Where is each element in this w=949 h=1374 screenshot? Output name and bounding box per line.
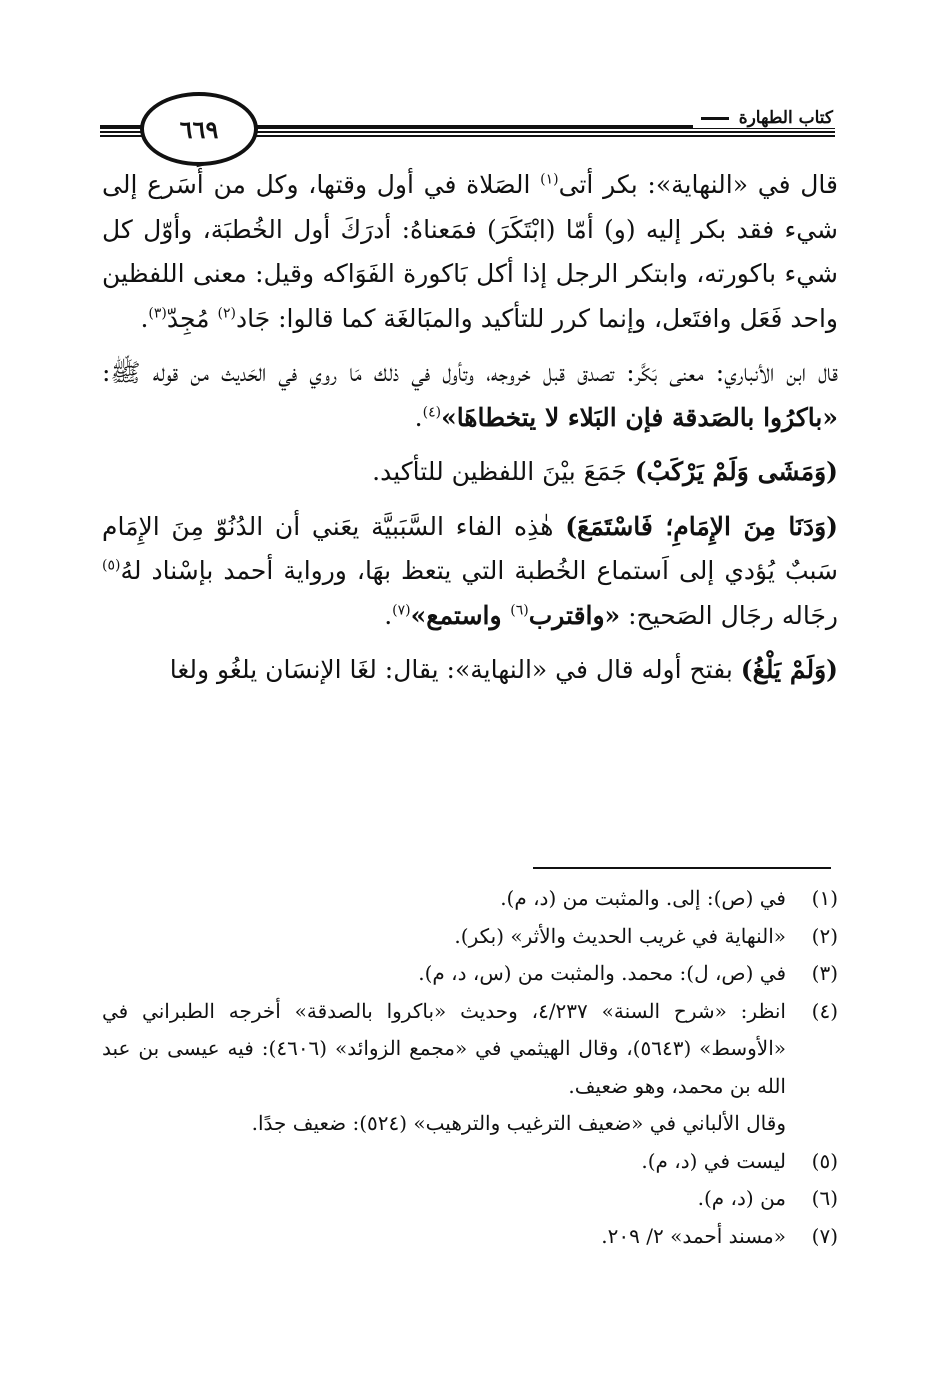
text-run: رجَاله رجَال الصَحيح: bbox=[620, 600, 838, 630]
footnote-number: (١) bbox=[811, 886, 838, 910]
footnote bbox=[102, 1180, 838, 1218]
footnote-text: من (د، م). bbox=[697, 1186, 786, 1210]
text-run: الصَلاة في أول وقتها، وكل من أَسَرع إلى شيء فقد بكر إليه (و) أمّا (ابْتَكَرَ) فمَعناهُ: أدرَكَ أول الخُطبَة، وأوّل كل شيء باكورته، وابتكر الرجل إذا أكل بَاكورة الفَوَاكه وقيل: معنى اللفظين واحد فَعَل وافتَعل، وإنما كرر للتأكيد والمبَالغَة كما قالوا: جَاد bbox=[102, 170, 838, 333]
text-run: . bbox=[414, 402, 423, 432]
footnote-number: (٧) bbox=[811, 1223, 838, 1248]
main-text bbox=[102, 163, 838, 693]
paragraph bbox=[102, 163, 838, 341]
footnote-ref[interactable]: (٤) bbox=[422, 404, 442, 421]
footnote-number: (٣) bbox=[811, 961, 838, 985]
footnote-ref[interactable]: (٧) bbox=[392, 602, 411, 619]
text-run: . bbox=[140, 303, 149, 333]
footnote bbox=[102, 955, 838, 993]
paragraph bbox=[102, 450, 838, 495]
page-number: ٦٦٩ bbox=[179, 114, 219, 144]
footnote-text: في (ص): إلى. والمثبت من (د، م). bbox=[500, 886, 786, 910]
footnote-text: «مسند أحمد» ٢/ ٢٠٩. bbox=[601, 1223, 786, 1248]
footnote-text: ليست في (د، م). bbox=[641, 1148, 786, 1173]
footnote-text: «النهاية في غريب الحديث والأثر» (بكر). bbox=[454, 923, 786, 948]
text-run: مُجِدّ bbox=[166, 303, 218, 333]
paragraph bbox=[102, 351, 838, 440]
footnotes bbox=[102, 880, 838, 1255]
footnote-ref[interactable]: (٥) bbox=[102, 557, 121, 574]
footnote-number: (٦) bbox=[811, 1186, 838, 1210]
footnote-ref[interactable]: (٣) bbox=[148, 305, 167, 322]
text-run: قال ابن الأنباري: معنى بَكَّر: تصدق قبل خروجه، وتأول في ذلك مَا روي في الحَديث من قوله ﷺ: bbox=[102, 358, 838, 387]
footnote-text: في (ص، ل): محمد. والمثبت من (س، د، م). bbox=[418, 961, 786, 985]
title-dash bbox=[701, 117, 729, 120]
footnote-text: وقال الألباني في «ضعيف الترغيب والترهيب» (٥٢٤): ضعيف جدًا. bbox=[251, 1111, 786, 1135]
footnote-number: (٤) bbox=[811, 998, 838, 1023]
footnote-number: (٢) bbox=[811, 923, 838, 948]
matn-quote: (وَمَشَى وَلَمْ يَرْكَبْ) bbox=[634, 457, 838, 486]
paragraph bbox=[102, 648, 838, 693]
footnote-number: (٥) bbox=[811, 1148, 838, 1173]
footnote-ref[interactable]: (٦) bbox=[510, 602, 529, 619]
text-run: هٰذِه الفاء السَّبَبيَّة يعَني أن الدُنُوّ مِنَ الإِمَام سَببٌ يُؤدي إلى اَستماع الخُطبة التي يتعظ بهَا، ورواية أحمد بإسْناد لهُ bbox=[102, 511, 838, 585]
running-title bbox=[693, 108, 835, 128]
footnote bbox=[102, 1143, 838, 1181]
footnote-text: انظر: «شرح السنة» ٤/٢٣٧، وحديث «باكروا بالصدقة» أخرجه الطبراني في «الأوسط» (٥٦٤٣)، وقال الهيثمي في «مجمع الزوائد» (٤٦٠٦): فيه عيسى بن عبد الله بن محمد، وهو ضعيف. bbox=[102, 998, 787, 1098]
matn-quote: (وَدَنَا مِنَ الإِمَامِ؛ فَاسْتَمَعَ) bbox=[565, 511, 838, 541]
footnote bbox=[102, 880, 838, 918]
footnote bbox=[102, 993, 838, 1106]
text-run: . bbox=[384, 600, 393, 630]
footnote-separator bbox=[533, 867, 831, 869]
footnote-ref[interactable]: (١) bbox=[540, 171, 559, 188]
footnote-ref[interactable]: (٢) bbox=[217, 305, 236, 322]
footnote bbox=[102, 918, 838, 956]
text-run: جَمَعَ بيْنَ اللفظين للتأكيد. bbox=[372, 457, 635, 486]
hadith-quote: «باكرُوا بالصَدقة فإن البَلاء لا يتخطاهَا» bbox=[441, 402, 838, 432]
paragraph bbox=[102, 505, 838, 639]
page-number-badge bbox=[140, 92, 258, 166]
footnote bbox=[102, 1105, 838, 1143]
matn-quote: (وَلَمْ يَلْغُ) bbox=[740, 655, 838, 684]
hadith-quote: واستمع» bbox=[410, 600, 511, 630]
hadith-quote: «واقترب bbox=[528, 600, 621, 630]
text-run: بفتح أوله قال في «النهاية»: يقال: لغَا الإنسَان يلغُو ولغا bbox=[169, 655, 741, 684]
book-title: كتاب الطهارة bbox=[738, 108, 833, 128]
footnote bbox=[102, 1218, 838, 1256]
text-run: قال في «النهاية»: بكر أتى bbox=[558, 170, 838, 199]
